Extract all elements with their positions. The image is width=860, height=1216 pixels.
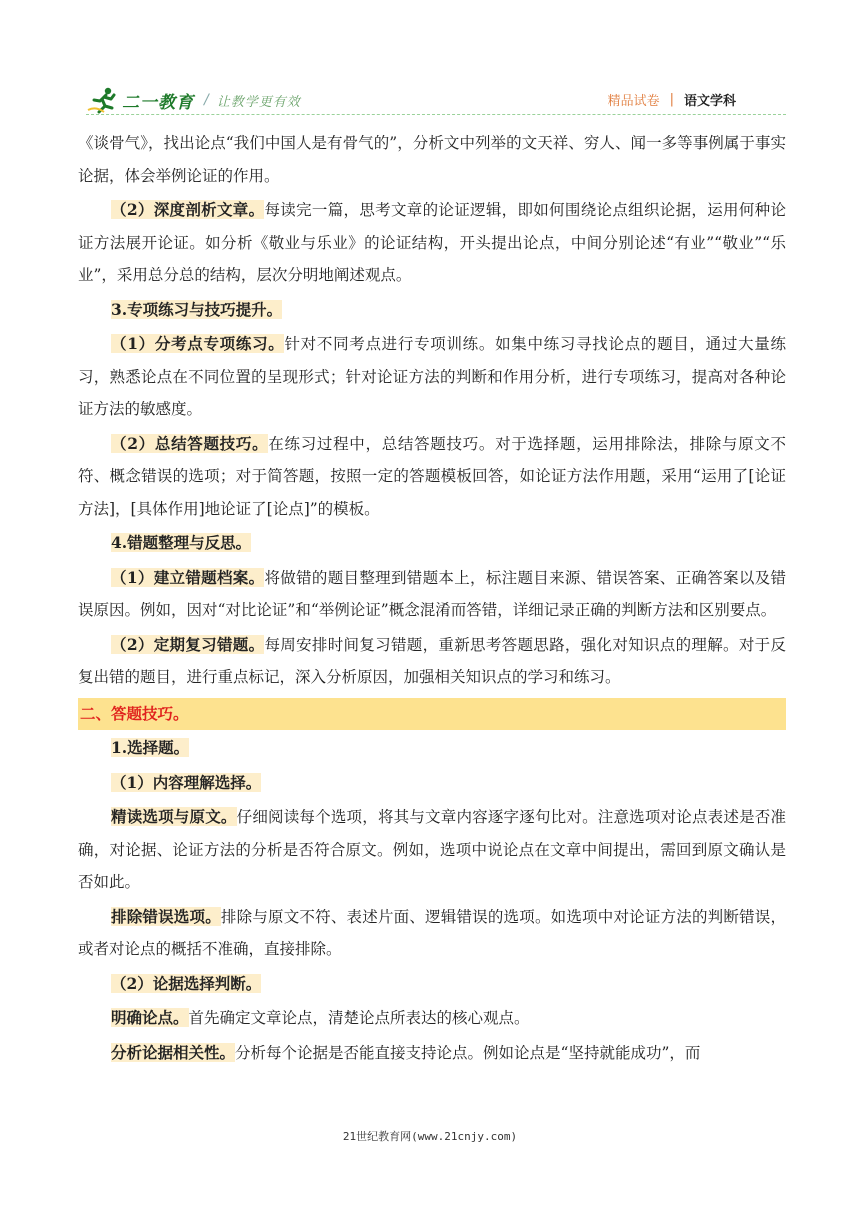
subheading	[78, 294, 786, 327]
highlight-label: （1）分考点专项练习。	[111, 334, 285, 353]
paragraph: 《谈骨气》，找出论点“我们中国人是有骨气的”，分析文中列举的文天祥、穷人、闻一多等事例属于事实论据，体会举例论证的作用。	[78, 134, 786, 185]
brand-name: 二一教育	[122, 92, 194, 113]
paragraph-text: 将做错的题目整理到错题本上，标注题目来源、错误答案、正确答案以及错误原因。例如，因对“对比论证”和“举例论证”概念混淆而答错，详细记录正确的判断方法和区别要点。	[78, 568, 786, 619]
document-body	[78, 127, 786, 1069]
paragraph	[78, 1002, 786, 1035]
paragraph-text: 首先确定文章论点，清楚论点所表达的核心观点。	[188, 1009, 530, 1027]
highlight-label: （2）总结答题技巧。	[111, 433, 269, 453]
page-footer: 21世纪教育网(www.21cnjy.com)	[342, 1130, 518, 1143]
paragraph-text: 分析每个论据是否能直接支持论点。例如论点是“坚持就能成功”，而	[235, 1043, 701, 1062]
page-header	[86, 84, 776, 116]
highlight-label: （2）论据选择判断。	[111, 973, 262, 993]
subheading	[78, 527, 786, 560]
paragraph	[78, 562, 786, 627]
tag-subject: 语文学科	[683, 94, 736, 109]
subheading	[78, 767, 786, 800]
paragraph	[78, 428, 786, 526]
paragraph-text: 每周安排时间复习错题，重新思考答题思路，强化对知识点的理解。对于反复出错的题目，进行重点标记，深入分析原因，加强相关知识点的学习和练习。	[78, 635, 786, 686]
paragraph	[78, 328, 786, 426]
highlight-label: （2）深度剖析文章。	[111, 200, 265, 219]
section-heading: 二、答题技巧。	[78, 698, 786, 731]
header-divider	[86, 114, 786, 115]
subheading	[78, 968, 786, 1001]
highlight-label: （1）内容理解选择。	[111, 772, 262, 792]
header-tags	[608, 90, 736, 109]
highlight-label: 3.专项练习与技巧提升。	[111, 299, 283, 319]
header-slash: /	[204, 92, 209, 108]
paragraph	[78, 629, 786, 694]
paragraph-text: 排除与原文不符、表述片面、逻辑错误的选项。如选项中对论证方法的判断错误，或者对论点的概括不准确，直接排除。	[78, 907, 786, 958]
highlight-label: 排除错误选项。	[111, 906, 221, 926]
paragraph	[78, 1037, 786, 1070]
brand-logo[interactable]	[86, 84, 301, 116]
highlight-label: 精读选项与原文。	[111, 807, 237, 826]
highlight-label: （2）定期复习错题。	[111, 634, 265, 654]
highlight-label: 4.错题整理与反思。	[111, 533, 252, 552]
highlight-label: （1）建立错题档案。	[111, 567, 265, 587]
paragraph-text: 每读完一篇，思考文章的论证逻辑，即如何围绕论点组织论据，运用何种论证方法展开论证。如分析《敬业与乐业》的论证结构，开头提出论点，中间分别论述“有业”“敬业”“乐业”，采用总分总的结构，层次分明地阐述观点。	[78, 201, 786, 284]
paragraph-text: 在练习过程中，总结答题技巧。对于选择题，运用排除法，排除与原文不符、概念错误的选项；对于简答题，按照一定的答题模板回答，如论证方法作用题，采用“运用了[论证方法]，[具体作用]地论证了[论点]”的模板。	[78, 434, 786, 518]
paragraph	[78, 194, 786, 292]
highlight-label: 1.选择题。	[111, 738, 190, 757]
highlight-label: 分析论据相关性。	[111, 1042, 236, 1062]
subheading	[78, 732, 786, 765]
paragraph-text: 仔细阅读每个选项，将其与文章内容逐字逐句比对。注意选项对论点表述是否准确，对论据、论证方法的分析是否符合原文。例如，选项中说论点在文章中间提出，需回到原文确认是否如此。	[78, 808, 786, 891]
paragraph-text: 针对不同考点进行专项训练。如集中练习寻找论点的题目，通过大量练习，熟悉论点在不同位置的呈现形式；针对论证方法的判断和作用分析，进行专项练习，提高对各种论证方法的敏感度。	[78, 335, 786, 418]
highlight-label: 明确论点。	[111, 1008, 189, 1027]
tag-separator: |	[669, 92, 674, 107]
paragraph	[78, 901, 786, 966]
tag-premium-paper: 精品试卷	[607, 94, 660, 109]
paragraph	[78, 801, 786, 899]
runner-logo-icon	[86, 86, 120, 114]
brand-slogan: 让教学更有效	[216, 94, 301, 110]
